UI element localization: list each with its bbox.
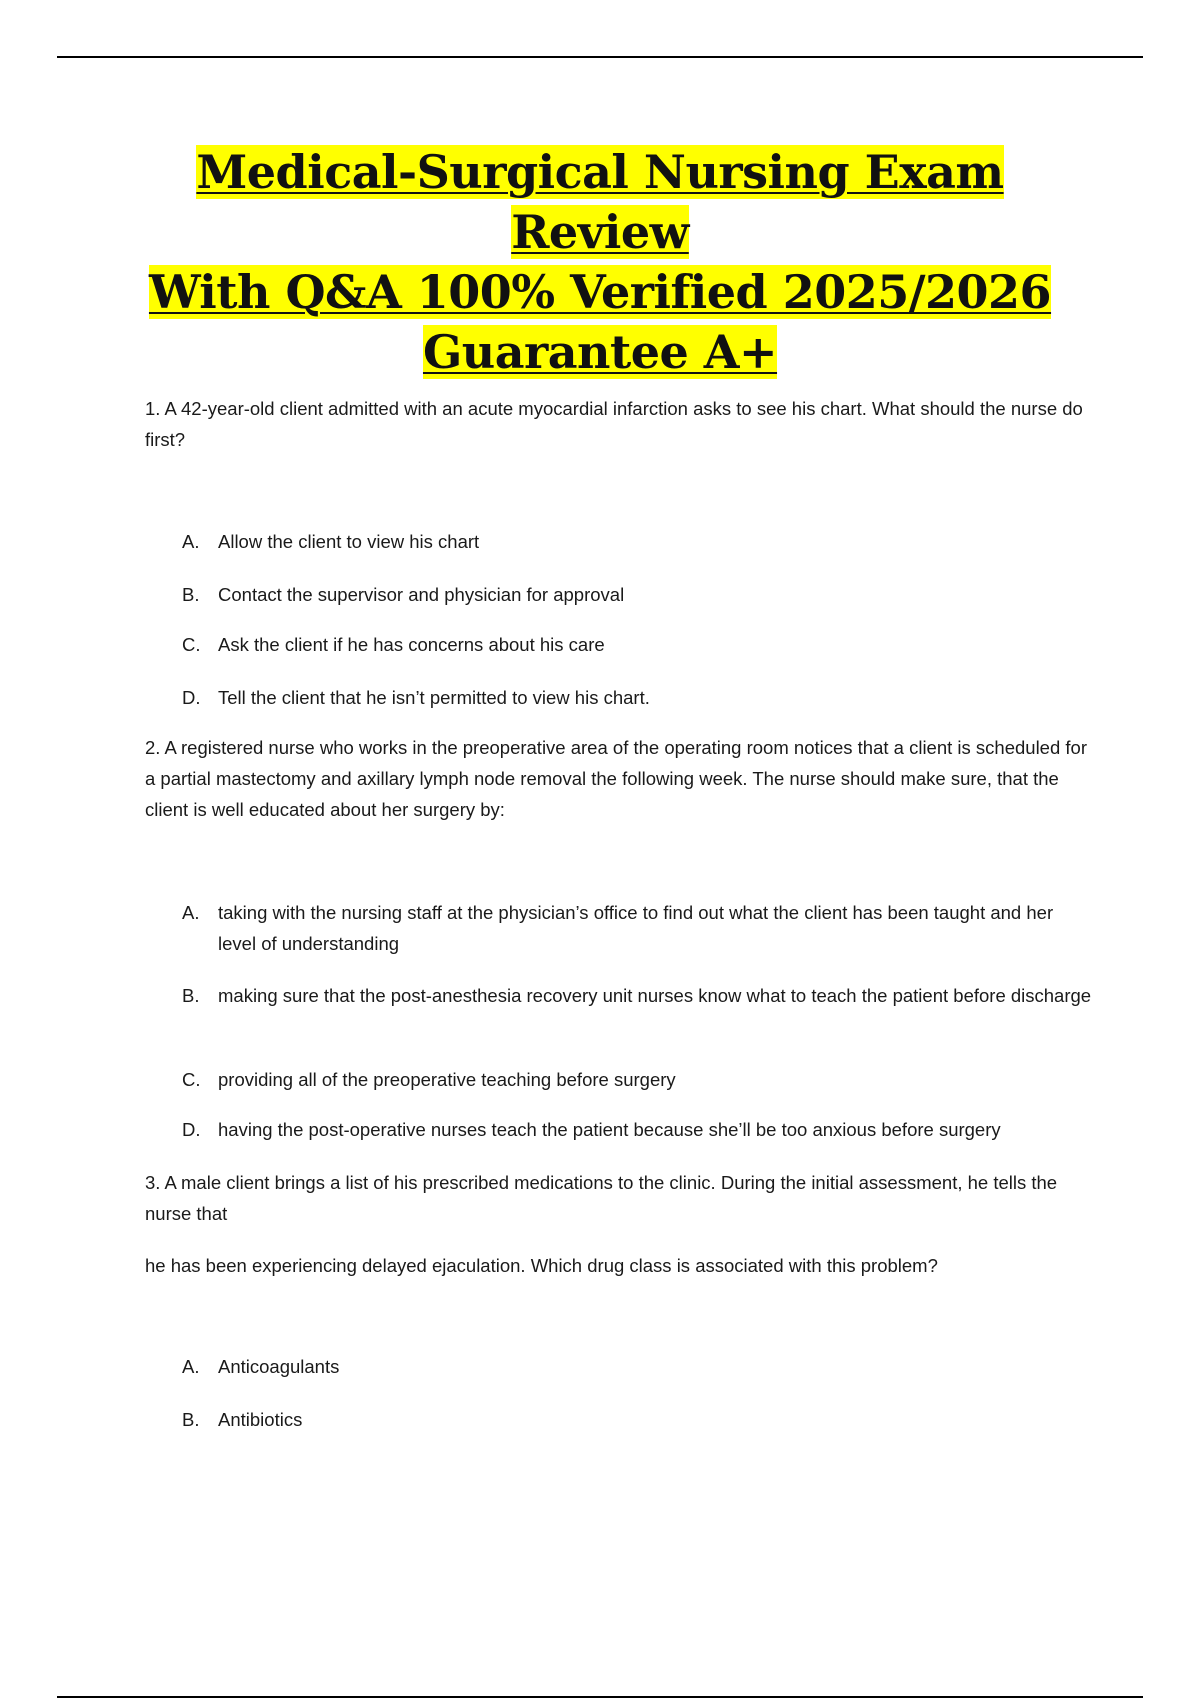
question-3-option-a xyxy=(182,1351,1092,1382)
option-text: Ask the client if he has concerns about his care xyxy=(218,634,605,655)
question-1-option-c xyxy=(182,629,1092,660)
bottom-rule xyxy=(57,1696,1143,1698)
option-letter: B. xyxy=(182,584,200,605)
option-letter: B. xyxy=(182,985,200,1006)
option-letter: A. xyxy=(182,902,200,923)
option-text: Antibiotics xyxy=(218,1409,303,1430)
option-text: Contact the supervisor and physician for approval xyxy=(218,584,625,605)
option-text: Allow the client to view his chart xyxy=(218,531,480,552)
option-text: having the post-operative nurses teach the patient because she’ll be too anxious before surgery xyxy=(218,1119,1001,1140)
option-text: Anticoagulants xyxy=(218,1356,340,1377)
question-2-option-b xyxy=(182,980,1092,1011)
option-letter: C. xyxy=(182,634,201,655)
document-title xyxy=(100,142,1100,382)
top-rule xyxy=(57,56,1143,58)
title-line-1: Medical-Surgical Nursing Exam Review xyxy=(196,145,1004,259)
title-line-2: With Q&A 100% Verified 2025/2026 xyxy=(148,265,1052,319)
option-letter: D. xyxy=(182,687,201,708)
question-3-text-continued: he has been experiencing delayed ejaculation. Which drug class is associated with this problem? xyxy=(145,1255,938,1276)
option-text: making sure that the post-anesthesia recovery unit nurses know what to teach the patient before discharge xyxy=(218,985,1092,1006)
question-1-text: 1. A 42-year-old client admitted with an acute myocardial infarction asks to see his chart. What should the nurse do first? xyxy=(145,398,1083,450)
option-letter: A. xyxy=(182,531,200,552)
option-letter: A. xyxy=(182,1356,200,1377)
question-3-option-b xyxy=(182,1404,1092,1435)
option-text: Tell the client that he isn’t permitted to view his chart. xyxy=(218,687,650,708)
question-2-option-a xyxy=(182,897,1092,959)
question-2-option-c xyxy=(182,1064,1092,1095)
question-2-option-d xyxy=(182,1114,1092,1145)
option-text: providing all of the preoperative teaching before surgery xyxy=(218,1069,676,1090)
question-3-text: 3. A male client brings a list of his prescribed medications to the clinic. During the initial assessment, he tells the nurse that xyxy=(145,1172,1058,1224)
question-1-option-b xyxy=(182,579,1092,610)
option-letter: D. xyxy=(182,1119,201,1140)
option-letter: C. xyxy=(182,1069,201,1090)
option-text: taking with the nursing staff at the physician’s office to find out what the client has been taught and her level of understanding xyxy=(218,902,1054,954)
title-line-3: Guarantee A+ xyxy=(422,325,778,379)
option-letter: B. xyxy=(182,1409,200,1430)
question-2-text: 2. A registered nurse who works in the preoperative area of the operating room notices that a client is scheduled for a partial mastectomy and axillary lymph node removal the following week. The nurse should make sure, that the client is well educated about her surgery by: xyxy=(145,737,1087,820)
question-1-option-a xyxy=(182,526,1092,557)
question-1-option-d xyxy=(182,682,1092,713)
